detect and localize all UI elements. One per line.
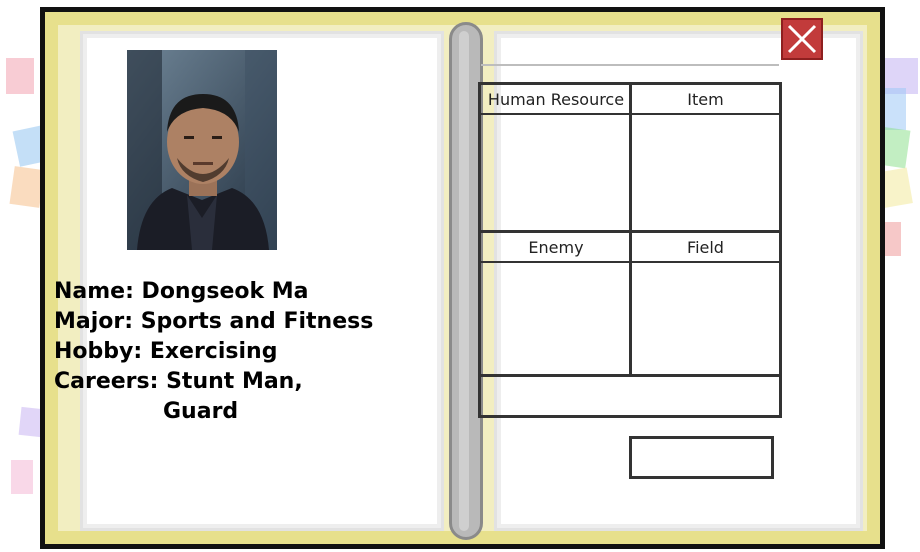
portrait-photo xyxy=(127,50,277,250)
sticker-tab-pink xyxy=(6,58,34,94)
page-header-rule xyxy=(481,64,779,66)
confirm-button[interactable] xyxy=(629,436,774,479)
profile-name: Name: Dongseok Ma xyxy=(54,279,309,304)
profile-text xyxy=(54,277,389,427)
category-item[interactable] xyxy=(632,85,779,233)
category-item-label: Item xyxy=(632,85,779,115)
category-enemy[interactable] xyxy=(481,233,631,377)
profile-careers-continued: Guard xyxy=(163,399,239,424)
sticker-tab-rose xyxy=(11,460,33,494)
grid-divider-middle xyxy=(481,230,779,233)
description-strip xyxy=(481,377,779,415)
category-field[interactable] xyxy=(632,233,779,377)
category-grid xyxy=(478,82,782,418)
close-icon xyxy=(783,20,821,58)
profile-careers: Careers: Stunt Man, xyxy=(54,369,303,394)
close-button[interactable] xyxy=(781,18,823,60)
category-human-resource[interactable] xyxy=(481,85,631,233)
profile-major: Major: Sports and Fitness xyxy=(54,309,374,334)
profile-hobby: Hobby: Exercising xyxy=(54,339,278,364)
category-enemy-label: Enemy xyxy=(481,233,631,263)
category-field-label: Field xyxy=(632,233,779,263)
category-human-resource-label: Human Resource xyxy=(481,85,631,115)
